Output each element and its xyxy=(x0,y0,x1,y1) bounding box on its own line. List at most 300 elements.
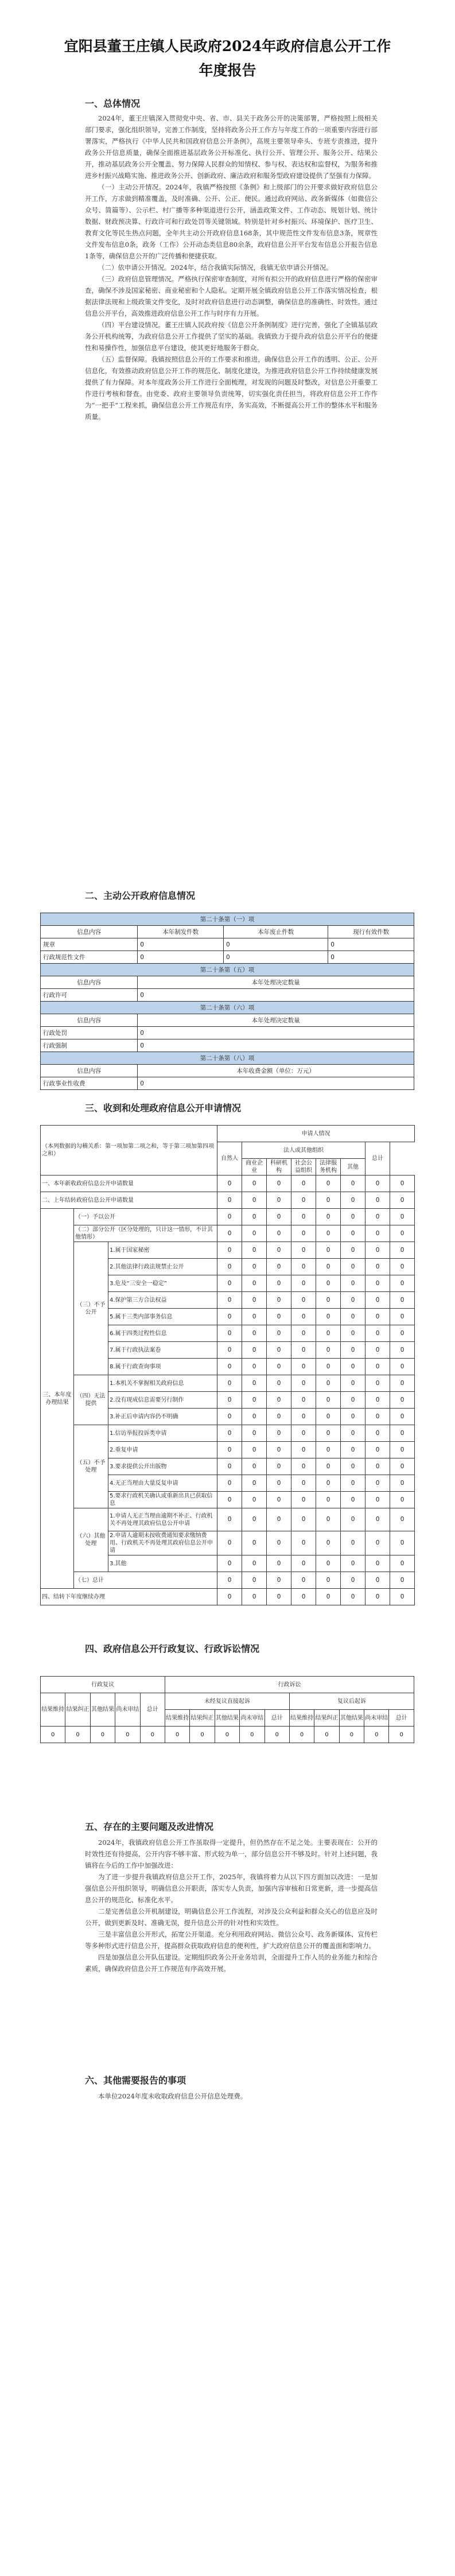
cell-value: 0 xyxy=(365,1392,390,1409)
col-header: 信息内容 xyxy=(41,1014,138,1027)
cell-value: 0 xyxy=(341,1325,365,1342)
cell-value: 0 xyxy=(240,1727,265,1743)
cell-value: 0 xyxy=(217,1192,242,1209)
cell-value: 0 xyxy=(217,1309,242,1325)
cell-value: 0 xyxy=(390,1425,415,1442)
s1-paragraph: （五）监督保障。我镇按照信息公开的工作要求和推进，确保信息公开工作的透明、公正、公开信息化，有效推动政府信息公开工作的规范化、制度化建设，为推进政府信息公开工作持续健康发展提供了有力保障。对本年度政务公开工作进行全面梳理，对发现的问题及时整改，对信息公开重要工作进行考核和督查。由党委、政府主要领导负责统筹，切实强化责任担当，将政府信息公开工作作为“一把手”工程来抓，确保信息公开工作规范有序，务实高效，不断提高公开工作的整体水平和服务质量。 xyxy=(85,355,378,421)
cell-value: 0 xyxy=(267,1192,291,1209)
row-label: 行政许可 xyxy=(41,989,138,1002)
cell-value: 0 xyxy=(242,1259,267,1275)
cell-value: 0 xyxy=(390,1392,415,1409)
cell-value: 0 xyxy=(316,1259,341,1275)
col-header: 本年废止件数 xyxy=(223,926,328,938)
col-header: 总计 xyxy=(389,1710,414,1727)
cell-value: 0 xyxy=(217,1375,242,1392)
item5-band: 第二十条第（五）项 xyxy=(41,964,414,976)
col-header: 结果纠正 xyxy=(65,1693,90,1727)
col-header: 现行有效件数 xyxy=(328,926,414,938)
cell-value: 0 xyxy=(242,1572,267,1589)
col-header: 本年处理决定数量 xyxy=(138,1014,414,1027)
cell-value: 0 xyxy=(267,1209,291,1225)
cell-value: 0 xyxy=(217,1225,242,1242)
cell-value: 0 xyxy=(217,1409,242,1425)
cell-value: 0 xyxy=(365,1475,390,1492)
natural-person-header: 自然人 xyxy=(217,1142,242,1176)
section-3-heading: 三、收到和处理政府信息公开申请情况 xyxy=(85,1103,242,1114)
title-line-1: 宜阳县董王庄镇人民政府2024年政府信息公开工作 xyxy=(64,38,391,55)
table-row xyxy=(41,938,414,951)
cell-value: 0 xyxy=(316,1492,341,1508)
row-label: 6.属于四类过程性信息 xyxy=(108,1325,217,1342)
cell-value: 0 xyxy=(291,1425,316,1442)
cell-value: 0 xyxy=(217,1508,242,1531)
row-label: （七）总计 xyxy=(74,1572,217,1589)
sub-group-label: （五）不予处理 xyxy=(74,1425,108,1508)
total-header: 总计 xyxy=(365,1142,390,1176)
cell-value: 0 xyxy=(217,1275,242,1292)
cell-value: 0 xyxy=(291,1589,316,1605)
cell-value: 0 xyxy=(365,1425,390,1442)
section-4-heading: 四、政府信息公开行政复议、行政诉讼情况 xyxy=(85,1643,260,1654)
row-label: 3.补正后申请内容仍不明确 xyxy=(108,1409,217,1425)
cell-value: 0 xyxy=(390,1442,415,1458)
s5-paragraph: 四是加强信息公开队伍建设。定期组织政务公开业务培训，全面提升工作人员的业务能力和综合素质，确保政府信息公开工作规范有序高效开展。 xyxy=(85,1953,378,1973)
table-row xyxy=(41,951,414,964)
cell-value: 0 xyxy=(291,1375,316,1392)
cell-value: 0 xyxy=(390,1359,415,1375)
col-header: 结果维持 xyxy=(41,1693,65,1727)
cell-value: 0 xyxy=(217,1242,242,1259)
cell-value: 0 xyxy=(341,1359,365,1375)
cell-value: 0 xyxy=(365,1325,390,1342)
table-row xyxy=(41,1077,414,1090)
application-table xyxy=(40,1125,415,1605)
cell-value: 0 xyxy=(291,1531,316,1555)
s1-paragraph: （三）政府信息管理情况。严格执行保密审查制度，对所有拟公开的政府信息进行严格的保密审查，确保不涉及国家秘密、商业秘密和个人隐私。定期开展全镇政府信息公开工作落实情况检查，根据法律法规和上级政策文件变化，及时对政府信息进行动态调整，确保信息的准确性、时效性。通过信息公开平台，高效推进政府信息公开工作与时序有力开展。 xyxy=(85,275,378,317)
legal-col-header: 商业企业 xyxy=(242,1159,267,1176)
cell-value: 0 xyxy=(390,1176,415,1192)
row-label: 1.本机关不掌握相关政府信息 xyxy=(108,1375,217,1392)
row-label: 1.申请人无正当理由逾期不补正、行政机关不再处理其政府信息公开申请 xyxy=(108,1508,217,1531)
cell-value: 0 xyxy=(65,1727,90,1743)
cell-value: 0 xyxy=(217,1572,242,1589)
row-label: 行政处罚 xyxy=(41,1027,138,1039)
col-header: 其他结果 xyxy=(339,1710,364,1727)
section-5-body xyxy=(85,1837,378,1974)
cell-value: 0 xyxy=(267,1475,291,1492)
cell-value: 0 xyxy=(217,1342,242,1359)
cell-value: 0 xyxy=(242,1292,267,1309)
col-header: 尚未审结 xyxy=(364,1710,389,1727)
cell-value: 0 xyxy=(217,1292,242,1309)
cell-value: 0 xyxy=(341,1409,365,1425)
cell-value: 0 xyxy=(291,1309,316,1325)
corner-label: （本列数据的勾稽关系：第一项加第二项之和，等于第三项加第四项之和） xyxy=(41,1126,217,1176)
cell-value: 0 xyxy=(217,1259,242,1275)
cell-value: 0 xyxy=(389,1727,414,1743)
cell-value: 0 xyxy=(242,1325,267,1342)
cell-value: 0 xyxy=(341,1309,365,1325)
cell-value: 0 xyxy=(242,1392,267,1409)
cell-value: 0 xyxy=(217,1359,242,1375)
cell-value: 0 xyxy=(316,1409,341,1425)
cell-value: 0 xyxy=(365,1242,390,1259)
cell-value: 0 xyxy=(316,1242,341,1259)
s1-paragraph: （四）平台建设情况。董王庄镇人民政府按《信息公开条例制度》进行完善，强化了全镇基层政务公开机构统筹，为政府信息公开工作提供了坚实的基础。我镇致力于提升政府信息公开平台的便捷性和易操作性，加强信息平台建设，使其更好地服务于群众。 xyxy=(85,321,378,352)
s5-paragraph: 2024年，我镇政府信息公开工作虽取得一定提升，但仍然存在不足之处。主要表现在：公开的时效性还有待提高，公开内容不够丰富、形式较为单一，部分信息公开不够及时。针对上述问题，我镇将在今后的工作中加强改进： xyxy=(85,1838,378,1869)
cell-value: 0 xyxy=(267,1392,291,1409)
cell-value: 0 xyxy=(267,1375,291,1392)
table-row xyxy=(41,989,414,1002)
cell-value: 0 xyxy=(316,1292,341,1309)
cell-value: 0 xyxy=(217,1492,242,1508)
cell-value: 0 xyxy=(390,1492,415,1508)
cell-value: 0 xyxy=(341,1242,365,1259)
litigation-header: 行政诉讼 xyxy=(165,1677,414,1693)
legal-col-header: 法律服务机构 xyxy=(316,1159,341,1176)
col-header: 总计 xyxy=(265,1710,289,1727)
cell-value: 0 xyxy=(242,1442,267,1458)
cell-value: 0 xyxy=(390,1531,415,1555)
cell-value: 0 xyxy=(341,1531,365,1555)
cell-value: 0 xyxy=(289,1727,314,1743)
sub-group-label: （三）不予公开 xyxy=(74,1242,108,1375)
cell-value: 0 xyxy=(138,1039,414,1052)
cell-value: 0 xyxy=(316,1209,341,1225)
cell-value: 0 xyxy=(267,1508,291,1531)
cell-value: 0 xyxy=(267,1555,291,1572)
cell-value: 0 xyxy=(267,1531,291,1555)
cell-value: 0 xyxy=(267,1492,291,1508)
legal-col-header: 社会公益组织 xyxy=(291,1159,316,1176)
cell-value: 0 xyxy=(267,1225,291,1242)
cell-value: 0 xyxy=(364,1727,389,1743)
cell-value: 0 xyxy=(316,1342,341,1359)
cell-value: 0 xyxy=(316,1325,341,1342)
legal-group-header: 法人或其他组织 xyxy=(242,1142,365,1159)
col-header: 信息内容 xyxy=(41,926,138,938)
cell-value: 0 xyxy=(217,1325,242,1342)
title-line-2: 年度报告 xyxy=(199,62,256,79)
cell-value: 0 xyxy=(291,1492,316,1508)
item1-band: 第二十条第（一）项 xyxy=(41,913,414,926)
col-header: 总计 xyxy=(140,1693,165,1727)
row-label: 5.要求行政机关确认或重新出具已获取信息 xyxy=(108,1492,217,1508)
cell-value: 0 xyxy=(267,1442,291,1458)
cell-value: 0 xyxy=(267,1589,291,1605)
cell-value: 0 xyxy=(267,1325,291,1342)
cell-value: 0 xyxy=(242,1275,267,1292)
row-label: 1.属于国家秘密 xyxy=(108,1242,217,1259)
table-row xyxy=(41,1039,414,1052)
s5-paragraph: 二是完善信息公开机制建设，明确信息公开工作流程，对涉及公众利益和群众关心的信息应及时公开，做到更新及时、准确无误，提升信息公开的针对性和实效性。 xyxy=(85,1907,378,1927)
section-6-heading: 六、其他需要报告的事项 xyxy=(85,2075,186,2086)
cell-value: 0 xyxy=(242,1242,267,1259)
cell-value: 0 xyxy=(390,1589,415,1605)
row-label: 5.属于三类内部事务信息 xyxy=(108,1309,217,1325)
cell-value: 0 xyxy=(316,1192,341,1209)
cell-value: 0 xyxy=(138,938,224,951)
cell-value: 0 xyxy=(365,1458,390,1475)
cell-value: 0 xyxy=(316,1531,341,1555)
cell-value: 0 xyxy=(291,1325,316,1342)
col-header: 尚未审结 xyxy=(240,1710,265,1727)
cell-value: 0 xyxy=(390,1375,415,1392)
section-2-heading: 二、主动公开政府信息情况 xyxy=(85,890,196,901)
cell-value: 0 xyxy=(341,1192,365,1209)
cell-value: 0 xyxy=(267,1359,291,1375)
cell-value: 0 xyxy=(390,1275,415,1292)
cell-value: 0 xyxy=(341,1259,365,1275)
cell-value: 0 xyxy=(390,1259,415,1275)
cell-value: 0 xyxy=(341,1458,365,1475)
cell-value: 0 xyxy=(138,989,414,1002)
cell-value: 0 xyxy=(316,1309,341,1325)
cell-value: 0 xyxy=(341,1275,365,1292)
cell-value: 0 xyxy=(365,1275,390,1292)
cell-value: 0 xyxy=(291,1192,316,1209)
cell-value: 0 xyxy=(242,1458,267,1475)
cell-value: 0 xyxy=(341,1442,365,1458)
row-label: （一）予以公开 xyxy=(74,1209,217,1225)
cell-value: 0 xyxy=(341,1209,365,1225)
cell-value: 0 xyxy=(267,1176,291,1192)
cell-value: 0 xyxy=(242,1508,267,1531)
cell-value: 0 xyxy=(341,1176,365,1192)
cell-value: 0 xyxy=(365,1375,390,1392)
cell-value: 0 xyxy=(291,1442,316,1458)
cell-value: 0 xyxy=(291,1555,316,1572)
legal-col-header: 其他 xyxy=(341,1159,365,1176)
col-header: 本年收费金额（单位：万元） xyxy=(138,1065,414,1077)
section-1-body xyxy=(85,112,378,422)
cell-value: 0 xyxy=(242,1409,267,1425)
cell-value: 0 xyxy=(265,1727,289,1743)
row-label: 7.属于行政执法案卷 xyxy=(108,1342,217,1359)
table-row xyxy=(41,1027,414,1039)
cell-value: 0 xyxy=(217,1475,242,1492)
cell-value: 0 xyxy=(316,1475,341,1492)
cell-value: 0 xyxy=(390,1342,415,1359)
cell-value: 0 xyxy=(341,1475,365,1492)
cell-value: 0 xyxy=(242,1342,267,1359)
row-label: 3.危及“三安全一稳定” xyxy=(108,1275,217,1292)
cell-value: 0 xyxy=(365,1176,390,1192)
cell-value: 0 xyxy=(217,1425,242,1442)
col-header: 信息内容 xyxy=(41,1065,138,1077)
cell-value: 0 xyxy=(217,1176,242,1192)
cell-value: 0 xyxy=(341,1492,365,1508)
cell-value: 0 xyxy=(291,1458,316,1475)
cell-value: 0 xyxy=(316,1392,341,1409)
cell-value: 0 xyxy=(316,1375,341,1392)
row-label: （二）部分公开（区分处理的，只计这一情形，不计其他情形） xyxy=(74,1225,217,1242)
cell-value: 0 xyxy=(341,1555,365,1572)
cell-value: 0 xyxy=(267,1309,291,1325)
table-row xyxy=(41,1727,414,1743)
row-label: 1.信访举报投诉类申请 xyxy=(108,1425,217,1442)
s5-paragraph: 为了进一步提升我镇政府信息公开工作，2025年，我镇将着力从以下四方面加以改进：一是加强信息公开组织领导，明确信息公开职责，落实专人负责，加强内容审核和日常更新，进一步提高信息公开的规范化、标准化水平。 xyxy=(85,1873,378,1904)
row-label: 一、本年新收政府信息公开申请数量 xyxy=(41,1176,217,1192)
cell-value: 0 xyxy=(341,1392,365,1409)
cell-value: 0 xyxy=(390,1309,415,1325)
cell-value: 0 xyxy=(316,1555,341,1572)
col-header: 其他结果 xyxy=(215,1710,239,1727)
row-label: 2.申请人逾期未按收费通知要求缴纳费用、行政机关不再处理其政府信息公开申请 xyxy=(108,1531,217,1555)
cell-value: 0 xyxy=(217,1458,242,1475)
cell-value: 0 xyxy=(242,1475,267,1492)
cell-value: 0 xyxy=(242,1589,267,1605)
applicant-group-header: 申请人情况 xyxy=(217,1126,415,1142)
cell-value: 0 xyxy=(165,1727,189,1743)
cell-value: 0 xyxy=(291,1508,316,1531)
cell-value: 0 xyxy=(242,1309,267,1325)
cell-value: 0 xyxy=(328,951,414,964)
cell-value: 0 xyxy=(217,1392,242,1409)
cell-value: 0 xyxy=(291,1176,316,1192)
cell-value: 0 xyxy=(365,1342,390,1359)
active-disclosure-table xyxy=(40,913,414,1090)
cell-value: 0 xyxy=(365,1531,390,1555)
review-litigation-table xyxy=(40,1676,414,1743)
cell-value: 0 xyxy=(365,1508,390,1531)
cell-value: 0 xyxy=(267,1409,291,1425)
cell-value: 0 xyxy=(242,1359,267,1375)
col-header: 本年制发件数 xyxy=(138,926,224,938)
sub-group-label: （六）其他处理 xyxy=(74,1508,108,1572)
cell-value: 0 xyxy=(223,951,328,964)
cell-value: 0 xyxy=(316,1458,341,1475)
cell-value: 0 xyxy=(316,1275,341,1292)
cell-value: 0 xyxy=(365,1225,390,1242)
cell-value: 0 xyxy=(339,1727,364,1743)
cell-value: 0 xyxy=(365,1209,390,1225)
cell-value: 0 xyxy=(291,1475,316,1492)
section-5-heading: 五、存在的主要问题及改进情况 xyxy=(85,1821,214,1832)
cell-value: 0 xyxy=(138,951,224,964)
s1-paragraph: 2024年，董王庄镇深入贯彻党中央、省、市、县关于政务公开的决策部署，严格按照上级相关部门要求，强化组织领导，完善工作制度，坚持将政务公开工作方与年度工作的一项重要内容进行部署落实，严格执行《中华人民共和国政府信息公开条例》，高规主要领导牵头、专班专责推进，提升政务公开信息质量，确保全面推进基层政务公开标准化、执行公开、管理公开、服务公开、结果公开，推动基层政务公开全覆盖、努力保障人民群众的知情权、参与权、表达权和监督权，为服务和推进乡村振兴战略实施、推进政务公开、创新政府、廉洁政府和服务型政府建设提供了坚强有力保障。 xyxy=(85,114,378,180)
col-header: 信息内容 xyxy=(41,976,138,989)
cell-value: 0 xyxy=(267,1458,291,1475)
col-header: 结果纠正 xyxy=(314,1710,339,1727)
row-label: 8.属于行政查询事项 xyxy=(108,1359,217,1375)
cell-value: 0 xyxy=(365,1259,390,1275)
cell-value: 0 xyxy=(291,1225,316,1242)
cell-value: 0 xyxy=(267,1259,291,1275)
cell-value: 0 xyxy=(365,1442,390,1458)
row-label: 四、结转下年度继续办理 xyxy=(41,1589,217,1605)
cell-value: 0 xyxy=(365,1359,390,1375)
cell-value: 0 xyxy=(242,1209,267,1225)
cell-value: 0 xyxy=(365,1192,390,1209)
not-reviewed-header: 未经复议直接起诉 xyxy=(165,1693,289,1710)
cell-value: 0 xyxy=(390,1192,415,1209)
cell-value: 0 xyxy=(316,1225,341,1242)
cell-value: 0 xyxy=(217,1442,242,1458)
page-title xyxy=(34,34,421,83)
cell-value: 0 xyxy=(291,1342,316,1359)
cell-value: 0 xyxy=(90,1727,115,1743)
cell-value: 0 xyxy=(217,1589,242,1605)
col-header: 结果纠正 xyxy=(190,1710,215,1727)
s1-paragraph: （一）主动公开情况。2024年，我镇严格按照《条例》和上级部门的公开要求做好政府信息公开工作，方求做到精准覆盖，及时准确、公开、公正、便民。通过政府网站、政务新媒体（如微信公众号、简篇等）、公示栏、村广播等多种渠道进行公开，涵盖政策文件、工作动态、规划计划、统计数据、财政预决算、行政许可和行政处罚等关键领域。特别是针对乡村振兴、环境保护、医疗卫生、教育文化等民生热点问题，全年共主动公开政府信息168条，其中规范性文件发布信息3条，规章性文件发布信息0条，政务（工作）公开动态类信息80余条，政府信息公开平台发布信息公开报告信息1条等，确保信息公开的广泛传播和便捷获取。 xyxy=(85,183,378,260)
cell-value: 0 xyxy=(291,1572,316,1589)
cell-value: 0 xyxy=(215,1727,239,1743)
cell-value: 0 xyxy=(242,1531,267,1555)
row-label: 4.无正当理由大量反复申请 xyxy=(108,1475,217,1492)
cell-value: 0 xyxy=(217,1555,242,1572)
cell-value: 0 xyxy=(365,1309,390,1325)
review-header: 行政复议 xyxy=(41,1677,165,1693)
cell-value: 0 xyxy=(41,1727,65,1743)
col-header: 结果维持 xyxy=(289,1710,314,1727)
cell-value: 0 xyxy=(242,1375,267,1392)
cell-value: 0 xyxy=(138,1027,414,1039)
cell-value: 0 xyxy=(390,1508,415,1531)
row-label: 3.其他 xyxy=(108,1555,217,1572)
row-label: 2.没有现成信息需要另行制作 xyxy=(108,1392,217,1409)
cell-value: 0 xyxy=(341,1425,365,1442)
cell-value: 0 xyxy=(242,1425,267,1442)
s6-paragraph: 本单位2024年度未收取政府信息公开信息处理费。 xyxy=(98,2092,247,2100)
cell-value: 0 xyxy=(316,1589,341,1605)
cell-value: 0 xyxy=(291,1209,316,1225)
row-label: 3.要求提供公开出版物 xyxy=(108,1458,217,1475)
cell-value: 0 xyxy=(365,1555,390,1572)
col-header: 结果维持 xyxy=(165,1710,189,1727)
cell-value: 0 xyxy=(314,1727,339,1743)
cell-value: 0 xyxy=(267,1242,291,1259)
cell-value: 0 xyxy=(242,1176,267,1192)
cell-value: 0 xyxy=(115,1727,140,1743)
cell-value: 0 xyxy=(365,1492,390,1508)
cell-value: 0 xyxy=(267,1342,291,1359)
row-label: 2.重复申请 xyxy=(108,1442,217,1458)
cell-value: 0 xyxy=(341,1589,365,1605)
cell-value: 0 xyxy=(138,1077,414,1090)
cell-value: 0 xyxy=(291,1259,316,1275)
cell-value: 0 xyxy=(341,1292,365,1309)
cell-value: 0 xyxy=(316,1508,341,1531)
cell-value: 0 xyxy=(341,1225,365,1242)
item8-band: 第二十条第（八）项 xyxy=(41,1052,414,1065)
cell-value: 0 xyxy=(390,1555,415,1572)
cell-value: 0 xyxy=(390,1572,415,1589)
legal-col-header: 科研机构 xyxy=(267,1159,291,1176)
cell-value: 0 xyxy=(341,1375,365,1392)
row-label: 行政规范性文件 xyxy=(41,951,138,964)
cell-value: 0 xyxy=(316,1442,341,1458)
cell-value: 0 xyxy=(365,1589,390,1605)
cell-value: 0 xyxy=(242,1492,267,1508)
cell-value: 0 xyxy=(217,1209,242,1225)
cell-value: 0 xyxy=(291,1275,316,1292)
cell-value: 0 xyxy=(190,1727,215,1743)
cell-value: 0 xyxy=(341,1508,365,1531)
cell-value: 0 xyxy=(316,1572,341,1589)
cell-value: 0 xyxy=(267,1275,291,1292)
cell-value: 0 xyxy=(390,1292,415,1309)
row-label: 二、上年结转政府信息公开申请数量 xyxy=(41,1192,217,1209)
cell-value: 0 xyxy=(291,1292,316,1309)
s5-paragraph: 三是丰富信息公开形式，拓宽公开渠道。充分利用政府网站、微信公众号、政务新媒体、宣传栏等多种形式进行信息公开，提高群众获取政府信息的便利性，扩大政府信息公开的覆盖面和影响力。 xyxy=(85,1930,378,1950)
cell-value: 0 xyxy=(217,1531,242,1555)
cell-value: 0 xyxy=(341,1572,365,1589)
cell-value: 0 xyxy=(390,1225,415,1242)
cell-value: 0 xyxy=(365,1572,390,1589)
cell-value: 0 xyxy=(223,938,328,951)
cell-value: 0 xyxy=(390,1458,415,1475)
